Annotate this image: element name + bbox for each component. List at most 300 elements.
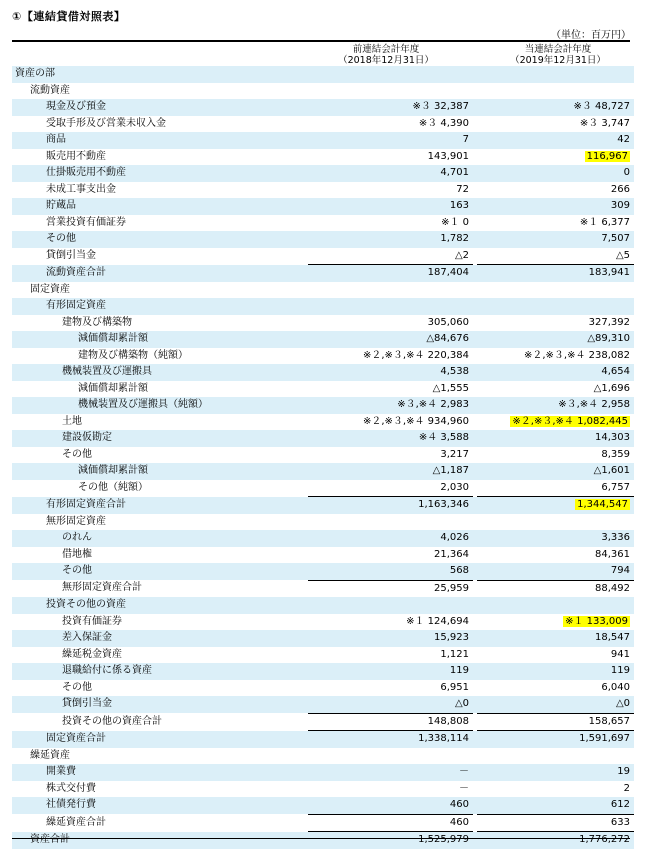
current-year-value xyxy=(477,630,634,647)
column-header-previous-year xyxy=(316,44,456,66)
row-label-cell xyxy=(12,663,308,680)
previous-year-value-text: 1,525,979 xyxy=(418,834,469,845)
previous-year-value xyxy=(308,814,473,832)
row-label: 繰延資産合計 xyxy=(46,816,106,828)
column-header-previous-line2: （2018年12月31日） xyxy=(338,55,434,66)
current-year-value-text: 327,392 xyxy=(588,316,630,328)
column-header-current-line1: 当連結会計年度 xyxy=(524,44,592,55)
row-label: 無形固定資産合計 xyxy=(62,582,142,594)
current-year-value xyxy=(477,116,634,133)
row-label: その他 xyxy=(62,681,92,693)
previous-year-value-text: 143,901 xyxy=(427,150,469,162)
table-row xyxy=(12,414,634,431)
row-label: 建設仮勘定 xyxy=(62,432,112,443)
current-year-value xyxy=(477,99,634,116)
current-year-value-text: 0 xyxy=(623,167,630,178)
table-row xyxy=(12,580,634,597)
table-row xyxy=(12,182,634,199)
row-label: 減価償却累計額 xyxy=(78,382,148,394)
table-row xyxy=(12,480,634,497)
table-row xyxy=(12,381,634,398)
row-label-cell xyxy=(12,397,308,414)
previous-year-value-text: 460 xyxy=(449,816,469,828)
row-label-cell xyxy=(12,614,308,631)
current-year-value xyxy=(477,298,634,315)
previous-year-value xyxy=(308,781,473,798)
row-label-cell xyxy=(12,547,308,564)
row-label-cell xyxy=(12,430,308,447)
row-label: 建物及び構築物（純額） xyxy=(78,349,188,361)
previous-year-value-text: ※２,※３,※４ 220,384 xyxy=(362,349,469,361)
table-row xyxy=(12,215,634,232)
current-year-value-text: 84,361 xyxy=(595,548,630,560)
table-row xyxy=(12,680,634,697)
previous-year-value xyxy=(308,132,473,149)
previous-year-value xyxy=(308,764,473,781)
row-label-cell xyxy=(12,797,308,814)
current-year-value-text: △5 xyxy=(615,249,630,261)
row-label: 仕掛販売用不動産 xyxy=(46,167,126,178)
row-label: 有形固定資産合計 xyxy=(46,498,126,510)
current-year-value xyxy=(477,149,634,166)
previous-year-value xyxy=(308,414,473,431)
table-row xyxy=(12,231,634,248)
previous-year-value xyxy=(308,647,473,664)
table-row xyxy=(12,298,634,315)
row-label: 固定資産合計 xyxy=(46,732,106,744)
current-year-value xyxy=(477,83,634,100)
current-year-value-text: 6,040 xyxy=(601,681,630,693)
previous-year-value-text: 1,338,114 xyxy=(418,733,469,744)
previous-year-value-text: 1,782 xyxy=(440,233,469,244)
current-year-value xyxy=(477,580,634,597)
previous-year-value xyxy=(308,563,473,580)
row-label-cell xyxy=(12,248,308,265)
current-year-value xyxy=(477,814,634,832)
row-label-cell xyxy=(12,215,308,232)
previous-year-value xyxy=(308,231,473,248)
current-year-value xyxy=(477,781,634,798)
previous-year-value xyxy=(308,580,473,597)
table-row xyxy=(12,696,634,713)
current-year-value-text: 794 xyxy=(610,565,630,576)
row-label: 機械装置及び運搬具（純額） xyxy=(78,399,208,410)
current-year-value xyxy=(477,198,634,215)
row-label: 差入保証金 xyxy=(62,632,112,643)
row-label-cell xyxy=(12,331,308,348)
previous-year-value xyxy=(308,248,473,265)
table-row xyxy=(12,797,634,814)
current-year-value xyxy=(477,514,634,531)
row-label: 固定資産 xyxy=(30,283,70,295)
current-year-value xyxy=(477,381,634,398)
current-year-value xyxy=(477,165,634,182)
current-year-value-text: 19 xyxy=(617,766,630,777)
row-label: 投資その他の資産合計 xyxy=(62,715,162,727)
current-year-value-text: 1,591,697 xyxy=(579,733,630,744)
current-year-value xyxy=(477,696,634,713)
previous-year-value xyxy=(308,663,473,680)
previous-year-value-text: ※４ 3,588 xyxy=(418,432,469,443)
current-year-value-text: 3,336 xyxy=(601,532,630,543)
previous-year-value-text: 187,404 xyxy=(427,267,469,278)
table-row xyxy=(12,713,634,731)
current-year-value xyxy=(477,132,634,149)
row-label: 繰延税金資産 xyxy=(62,648,122,660)
previous-year-value-text: 2,030 xyxy=(440,481,469,493)
table-row xyxy=(12,165,634,182)
current-year-value xyxy=(477,530,634,547)
previous-year-value-text: 6,951 xyxy=(440,681,469,693)
row-label: 社債発行費 xyxy=(46,799,96,811)
current-year-value-text: ※３ 48,727 xyxy=(573,101,630,112)
current-year-value xyxy=(477,182,634,199)
statement-title: ①【連結貸借対照表】 xyxy=(12,10,126,23)
previous-year-value xyxy=(308,731,473,748)
current-year-value xyxy=(477,563,634,580)
current-year-value-text: 8,359 xyxy=(601,448,630,460)
current-year-value-text: ※１ 6,377 xyxy=(579,216,630,228)
current-year-value xyxy=(477,430,634,447)
current-year-value xyxy=(477,748,634,765)
unit-label: （単位：百万円） xyxy=(551,30,631,41)
previous-year-value xyxy=(308,149,473,166)
row-label: 機械装置及び運搬具 xyxy=(62,366,152,377)
current-year-value xyxy=(477,647,634,664)
previous-year-value-text: 15,923 xyxy=(434,632,469,643)
previous-year-value xyxy=(308,547,473,564)
current-year-value xyxy=(477,463,634,480)
highlighted-value: 116,967 xyxy=(586,150,628,162)
current-year-value xyxy=(477,797,634,814)
row-label-cell xyxy=(12,182,308,199)
row-label-cell xyxy=(12,99,308,116)
previous-year-value-text: 4,701 xyxy=(440,167,469,178)
row-label-cell xyxy=(12,497,308,514)
table-row xyxy=(12,149,634,166)
row-label: 貸倒引当金 xyxy=(46,249,96,261)
current-year-value xyxy=(477,397,634,414)
row-label: 減価償却累計額 xyxy=(78,333,148,344)
previous-year-value-text: － xyxy=(459,782,469,794)
previous-year-value xyxy=(308,447,473,464)
previous-year-value xyxy=(308,331,473,348)
row-label-cell xyxy=(12,381,308,398)
row-label: 販売用不動産 xyxy=(46,150,106,162)
header-rule xyxy=(12,40,630,42)
current-year-value xyxy=(477,480,634,497)
current-year-value xyxy=(477,66,634,83)
row-label: 投資その他の資産 xyxy=(46,599,126,610)
previous-year-value xyxy=(308,497,473,514)
table-row xyxy=(12,348,634,365)
previous-year-value xyxy=(308,480,473,497)
table-row xyxy=(12,614,634,631)
current-year-value-text: △1,601 xyxy=(593,465,630,476)
table-bottom-rule xyxy=(12,838,630,839)
row-label: 流動資産 xyxy=(30,84,70,96)
row-label: 受取手形及び営業未収入金 xyxy=(46,117,166,129)
current-year-value xyxy=(477,713,634,731)
current-year-value xyxy=(477,597,634,614)
table-row xyxy=(12,364,634,381)
row-label-cell xyxy=(12,530,308,547)
previous-year-value xyxy=(308,165,473,182)
previous-year-value xyxy=(308,397,473,414)
previous-year-value xyxy=(308,215,473,232)
previous-year-value xyxy=(308,748,473,765)
current-year-value xyxy=(477,497,634,514)
previous-year-value-text: 3,217 xyxy=(440,448,469,460)
current-year-value xyxy=(477,547,634,564)
current-year-value-text: ※３ 3,747 xyxy=(579,117,630,129)
table-row xyxy=(12,597,634,614)
row-label: 現金及び預金 xyxy=(46,101,106,112)
table-row xyxy=(12,530,634,547)
previous-year-value xyxy=(308,282,473,299)
row-label-cell xyxy=(12,814,308,832)
current-year-value-text: 633 xyxy=(610,816,630,828)
row-label: 資産合計 xyxy=(30,833,70,845)
row-label: 退職給付に係る資産 xyxy=(62,665,152,676)
row-label: 投資有価証券 xyxy=(62,615,122,627)
row-label-cell xyxy=(12,198,308,215)
previous-year-value-text: △1,187 xyxy=(432,465,469,476)
table-row xyxy=(12,647,634,664)
highlighted-value: ※１ 133,009 xyxy=(565,615,628,627)
current-year-value-text: △1,696 xyxy=(593,382,630,394)
row-label-cell xyxy=(12,597,308,614)
previous-year-value xyxy=(308,832,473,849)
row-label-cell xyxy=(12,781,308,798)
current-year-value xyxy=(477,215,634,232)
row-label-cell xyxy=(12,116,308,133)
row-label-cell xyxy=(12,348,308,365)
previous-year-value xyxy=(308,99,473,116)
previous-year-value-text: 568 xyxy=(449,565,469,576)
current-year-value-text: 183,941 xyxy=(588,267,630,278)
column-header-current-line2: （2019年12月31日） xyxy=(510,55,606,66)
current-year-value xyxy=(477,614,634,631)
previous-year-value-text: ※１ 0 xyxy=(441,216,469,228)
row-label-cell xyxy=(12,647,308,664)
table-row xyxy=(12,447,634,464)
previous-year-value-text: 25,959 xyxy=(434,582,469,594)
row-label: その他 xyxy=(46,233,76,244)
previous-year-value-text: 4,026 xyxy=(440,532,469,543)
previous-year-value-text: 305,060 xyxy=(427,316,469,328)
highlighted-value: 1,344,547 xyxy=(577,499,628,510)
row-label-cell xyxy=(12,580,308,597)
previous-year-value-text: △84,676 xyxy=(426,333,469,344)
row-label-cell xyxy=(12,480,308,497)
row-label: 未成工事支出金 xyxy=(46,183,116,195)
table-row xyxy=(12,497,634,514)
row-label-cell xyxy=(12,83,308,100)
current-year-value xyxy=(477,414,634,431)
current-year-value-text: 1,776,272 xyxy=(579,834,630,845)
row-label: 繰延資産 xyxy=(30,749,70,761)
row-label: 資産の部 xyxy=(15,68,55,79)
row-label: その他（純額） xyxy=(78,481,148,493)
table-row xyxy=(12,248,634,265)
table-row xyxy=(12,430,634,447)
previous-year-value xyxy=(308,530,473,547)
table-row xyxy=(12,781,634,798)
previous-year-value-text: △2 xyxy=(454,249,469,261)
row-label: 借地権 xyxy=(62,548,92,560)
table-row xyxy=(12,198,634,215)
row-label: のれん xyxy=(62,532,92,543)
table-row xyxy=(12,331,634,348)
table-row xyxy=(12,832,634,849)
previous-year-value xyxy=(308,713,473,731)
table-row xyxy=(12,66,634,83)
table-row xyxy=(12,547,634,564)
previous-year-value-text: △1,555 xyxy=(432,382,469,394)
current-year-value-text: 18,547 xyxy=(595,632,630,643)
current-year-value xyxy=(477,832,634,849)
highlighted-value: ※２,※３,※４ 1,082,445 xyxy=(512,415,628,427)
row-label: 開業費 xyxy=(46,766,76,777)
column-header-previous-line1: 前連結会計年度 xyxy=(352,44,420,55)
row-label-cell xyxy=(12,282,308,299)
table-row xyxy=(12,563,634,580)
current-year-value xyxy=(477,764,634,781)
previous-year-value xyxy=(308,116,473,133)
row-label: 有形固定資産 xyxy=(46,300,106,311)
previous-year-value-text: 72 xyxy=(456,183,469,195)
table-row xyxy=(12,814,634,832)
row-label: その他 xyxy=(62,448,92,460)
table-row xyxy=(12,748,634,765)
row-label-cell xyxy=(12,463,308,480)
previous-year-value-text: ※３ 32,387 xyxy=(412,101,469,112)
row-label: 無形固定資産 xyxy=(46,515,106,527)
table-row xyxy=(12,265,634,282)
row-label-cell xyxy=(12,298,308,315)
row-label-cell xyxy=(12,630,308,647)
row-label-cell xyxy=(12,315,308,332)
current-year-value-text: 2 xyxy=(623,782,630,794)
current-year-value xyxy=(477,331,634,348)
table-row xyxy=(12,99,634,116)
current-year-value xyxy=(477,348,634,365)
previous-year-value xyxy=(308,430,473,447)
current-year-value xyxy=(477,680,634,697)
previous-year-value-text: 119 xyxy=(449,665,469,676)
previous-year-value xyxy=(308,364,473,381)
row-label-cell xyxy=(12,414,308,431)
table-row xyxy=(12,397,634,414)
current-year-value-text: 7,507 xyxy=(601,233,630,244)
table-row xyxy=(12,116,634,133)
previous-year-value xyxy=(308,348,473,365)
balance-sheet-table xyxy=(12,66,634,849)
previous-year-value-text: ※３ 4,390 xyxy=(418,117,469,129)
row-label: 土地 xyxy=(62,415,82,427)
previous-year-value xyxy=(308,597,473,614)
row-label-cell xyxy=(12,231,308,248)
previous-year-value xyxy=(308,614,473,631)
row-label: 減価償却累計額 xyxy=(78,465,148,476)
previous-year-value xyxy=(308,298,473,315)
row-label: 営業投資有価証券 xyxy=(46,216,126,228)
current-year-value-text: △0 xyxy=(615,698,630,709)
previous-year-value xyxy=(308,83,473,100)
previous-year-value xyxy=(308,315,473,332)
table-row xyxy=(12,663,634,680)
table-row xyxy=(12,132,634,149)
previous-year-value xyxy=(308,182,473,199)
row-label: その他 xyxy=(62,565,92,577)
current-year-value xyxy=(477,447,634,464)
previous-year-value-text: 7 xyxy=(462,134,469,145)
row-label-cell xyxy=(12,66,308,83)
current-year-value-text: 119 xyxy=(610,665,630,676)
row-label-cell xyxy=(12,764,308,781)
row-label: 商品 xyxy=(46,134,66,145)
previous-year-value-text: 148,808 xyxy=(427,715,469,727)
current-year-value-text: ※２,※３,※４ 238,082 xyxy=(523,349,630,361)
current-year-value xyxy=(477,663,634,680)
row-label-cell xyxy=(12,713,308,731)
table-row xyxy=(12,315,634,332)
row-label: 貸倒引当金 xyxy=(62,698,112,710)
current-year-value xyxy=(477,248,634,265)
row-label-cell xyxy=(12,748,308,765)
previous-year-value-text: ※１ 124,694 xyxy=(406,615,469,627)
current-year-value xyxy=(477,265,634,282)
previous-year-value-text: △0 xyxy=(454,698,469,709)
table-row xyxy=(12,731,634,748)
previous-year-value-text: 1,121 xyxy=(440,648,469,660)
current-year-value-text: 88,492 xyxy=(595,582,630,594)
previous-year-value xyxy=(308,265,473,282)
previous-year-value xyxy=(308,66,473,83)
previous-year-value-text: 4,538 xyxy=(440,366,469,377)
previous-year-value xyxy=(308,381,473,398)
table-row xyxy=(12,463,634,480)
row-label-cell xyxy=(12,165,308,182)
current-year-value-text: ※３,※４ 2,958 xyxy=(558,399,630,410)
row-label-cell xyxy=(12,680,308,697)
table-row xyxy=(12,514,634,531)
row-label: 建物及び構築物 xyxy=(62,316,132,328)
row-label-cell xyxy=(12,731,308,748)
table-row xyxy=(12,630,634,647)
previous-year-value-text: － xyxy=(459,766,469,777)
row-label: 流動資産合計 xyxy=(46,266,106,278)
current-year-value-text: △89,310 xyxy=(587,333,630,344)
previous-year-value xyxy=(308,514,473,531)
row-label-cell xyxy=(12,265,308,282)
previous-year-value-text: 163 xyxy=(449,200,469,211)
previous-year-value xyxy=(308,198,473,215)
current-year-value xyxy=(477,282,634,299)
row-label-cell xyxy=(12,364,308,381)
current-year-value xyxy=(477,731,634,748)
previous-year-value xyxy=(308,463,473,480)
current-year-value-text: 14,303 xyxy=(595,432,630,443)
current-year-value-text: 4,654 xyxy=(601,366,630,377)
previous-year-value xyxy=(308,680,473,697)
previous-year-value xyxy=(308,630,473,647)
column-header-current-year xyxy=(488,44,628,66)
row-label-cell xyxy=(12,563,308,580)
previous-year-value-text: ※３,※４ 2,983 xyxy=(397,399,469,410)
current-year-value-text: 612 xyxy=(610,799,630,810)
